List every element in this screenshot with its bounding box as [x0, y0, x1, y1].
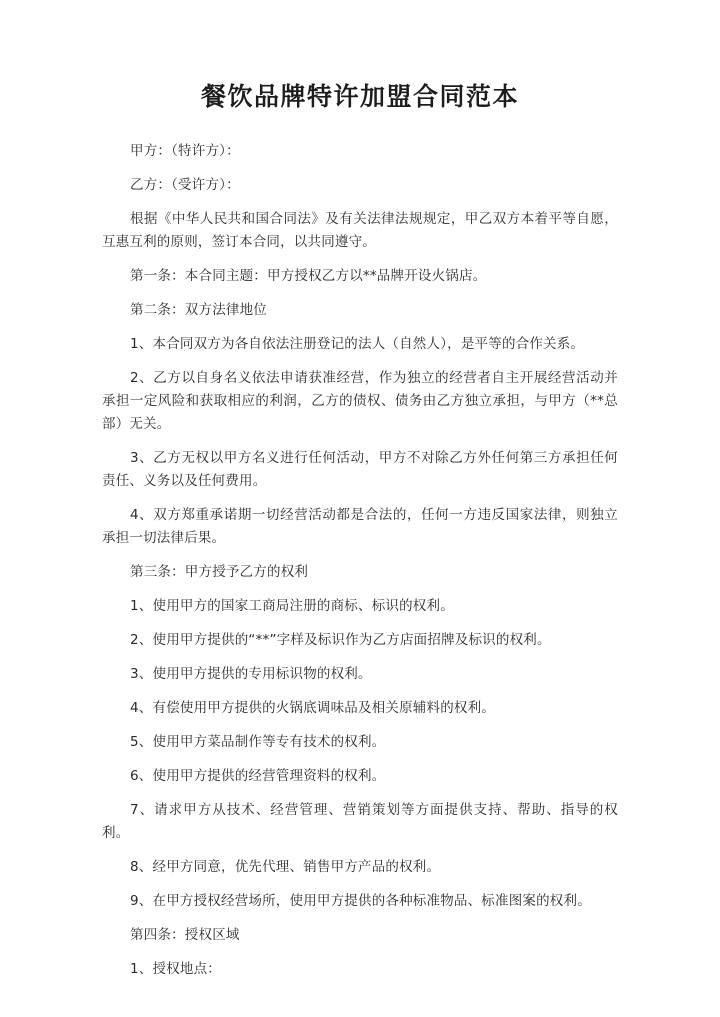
clause-three-item-2: 2、使用甲方提供的“**”字样及标识作为乙方店面招牌及标识的权利。: [130, 632, 551, 648]
party-a-line: 甲方：（特许方）：: [130, 143, 240, 159]
clause-three-item-5: 5、使用甲方菜品制作等专有技术的权利。: [130, 734, 386, 750]
clause-three-item-6: 6、使用甲方提供的经营管理资料的权利。: [130, 768, 386, 784]
clause-two-item-3: 3、乙方无权以甲方名义进行任何活动，甲方不对除乙方外任何第三方承担任何责任、义务以及任何费用。: [102, 450, 618, 489]
clause-three-item-8: 8、经甲方同意，优先代理、销售甲方产品的权利。: [130, 859, 441, 875]
clause-three-item-7: 7、请求甲方从技术、经营管理、营销策划等方面提供支持、帮助、指导的权利。: [102, 802, 618, 841]
clause-three-heading: 第三条：甲方授予乙方的权利: [130, 564, 309, 580]
page-title: 餐饮品牌特许加盟合同范本: [200, 82, 519, 111]
clause-two-item-1: 1、本合同双方为各自依法注册登记的法人（自然人），是平等的合作关系。: [130, 336, 585, 352]
clause-three-item-3: 3、使用甲方提供的专用标识物的权利。: [130, 666, 372, 682]
party-b-line: 乙方：（受许方）：: [130, 177, 240, 193]
clause-three-item-9: 9、在甲方授权经营场所，使用甲方提供的各种标准物品、标准图案的权利。: [130, 893, 591, 909]
clause-two-item-4: 4、双方郑重承诺期一切经营活动都是合法的，任何一方违反国家法律，则独立承担一切法律后果。: [102, 507, 618, 546]
document-body: [0, 114, 720, 981]
clause-four-heading: 第四条：授权区域: [130, 927, 240, 943]
clause-two-item-2: 2、乙方以自身名义依法申请获准经营，作为独立的经营者自主开展经营活动并承担一定风险和获取相应的利润，乙方的债权、债务由乙方独立承担，与甲方（**总部）无关。: [102, 370, 618, 432]
clause-four-item-1: 1、授权地点：: [130, 961, 221, 977]
clause-three-item-1: 1、使用甲方的国家工商局注册的商标、标识的权利。: [130, 598, 454, 614]
clause-three-item-4: 4、有偿使用甲方提供的火锅底调味品及相关原辅料的权利。: [130, 700, 495, 716]
clause-one: 第一条：本合同主题：甲方授权乙方以**品牌开设火锅店。: [130, 268, 487, 284]
clause-two-heading: 第二条：双方法律地位: [130, 302, 267, 318]
preamble-paragraph: 根据《中华人民共和国合同法》及有关法律法规规定，甲乙双方本着平等自愿，互惠互利的原则，签订本合同，以共同遵守。: [102, 211, 618, 250]
